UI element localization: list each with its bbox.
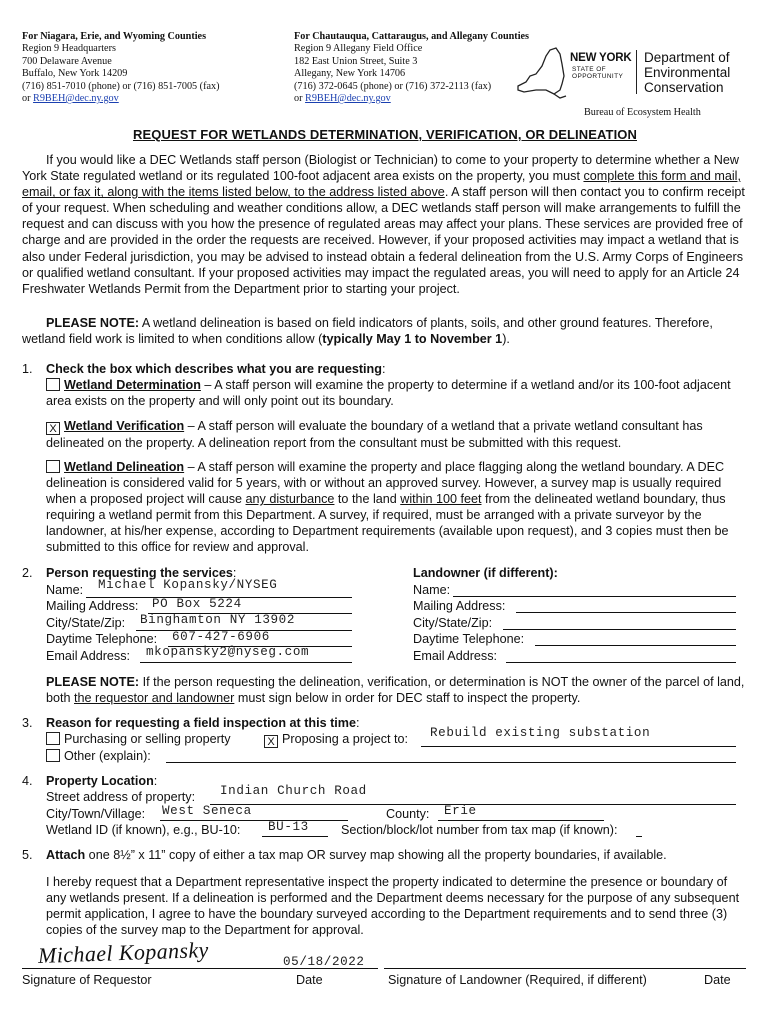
landowner-phone-label: Daytime Telephone: — [413, 632, 525, 646]
section-3-number: 3. — [22, 716, 33, 730]
header-left-title: For Niagara, Erie, and Wyoming Counties — [22, 31, 207, 42]
intro-text-a: If you would like a DEC Wetlands staff person (Biologist or Technician) to come to your property to determine whether a New York State regulated wetland or its regulated 100-foot adjacent area exists on the property, you must — [22, 153, 739, 184]
city-line — [160, 820, 348, 821]
dec-logo-line2: Environmental — [644, 65, 731, 80]
landowner-phone-field[interactable] — [535, 645, 736, 646]
attach-instruction — [46, 848, 667, 862]
form-title: REQUEST FOR WETLANDS DETERMINATION, VERIFICATION, OR DELINEATION — [132, 127, 637, 142]
section-4-heading — [46, 774, 157, 788]
requestor-phone-field[interactable]: 607-427-6906 — [172, 630, 270, 644]
landowner-name-label: Name: — [413, 583, 451, 597]
option-2-text: – A staff person will evaluate the boundary of a wetland that a private wetland consultant has delineated on the property. A delineation report from the consultant must be submitted with this request. — [46, 419, 703, 450]
section-5-number: 5. — [22, 848, 33, 862]
section-1-number: 1. — [22, 362, 33, 376]
checkbox-purchasing[interactable] — [46, 732, 60, 745]
landowner-email-field[interactable] — [506, 662, 736, 663]
checkbox-verification[interactable]: X — [46, 422, 60, 435]
requestor-signature-label: Signature of Requestor — [22, 973, 152, 987]
header-middle-phone: (716) 372-0645 (phone) or (716) 372-2113 (fax) — [294, 80, 492, 92]
header-left-address1: 700 Delaware Avenue — [22, 55, 112, 67]
logo-divider — [636, 50, 637, 94]
reason-project-field[interactable]: Rebuild existing substation — [430, 726, 651, 740]
checkbox-proposing[interactable]: X — [264, 735, 278, 748]
wetland-id-field[interactable]: BU-13 — [268, 820, 309, 834]
attach-bold: Attach — [46, 848, 86, 862]
requestor-email-field[interactable]: mkopansky2@nyseg.com — [146, 645, 310, 659]
header-middle-email-link[interactable]: R9BEH@dec.ny.gov — [305, 93, 391, 105]
ny-logo-line1: NEW YORK — [570, 52, 632, 64]
reason-purchasing — [46, 732, 231, 746]
option-wetland-delineation — [46, 459, 748, 556]
city-field[interactable]: West Seneca — [162, 804, 252, 818]
landowner-signature-label: Signature of Landowner (Required, if different) — [388, 973, 647, 987]
dec-logo-text — [644, 50, 730, 95]
reason-other-label: Other (explain): — [64, 749, 151, 763]
landowner-heading: Landowner (if different): — [413, 566, 558, 580]
requestor-mail-field[interactable]: PO Box 5224 — [152, 597, 242, 611]
intro-note-paragraph — [22, 315, 748, 347]
ny-logo-line2: STATE OF — [572, 66, 607, 73]
section-2-note-text-a: If the person requesting the delineation, verification, or determination is NOT the owner of the parcel of land, both — [46, 675, 745, 706]
reason-proposing-label: Proposing a project to: — [282, 732, 409, 746]
reason-purchasing-label: Purchasing or selling property — [64, 732, 231, 746]
wetland-id-label: Wetland ID (if known), e.g., BU-10: — [46, 823, 241, 837]
option-3-text-a: – A staff person will examine the property and place flagging along the wetland boundary. A DEC delineation is considered valid for 5 years, with or without an approved survey. However, a survey map is usually required when a proposed project will cause — [46, 460, 725, 507]
header-middle-email-prefix: or — [294, 93, 306, 105]
attach-text: one 8½” x 11” copy of either a tax map OR survey map showing all the property boundaries, if available. — [85, 848, 667, 862]
header-middle-address2: Allegany, New York 14706 — [294, 68, 406, 80]
header-left-email-link[interactable]: R9BEH@dec.ny.gov — [33, 93, 119, 105]
header-left-email-prefix: or — [22, 93, 34, 105]
header-left-contact — [22, 31, 282, 105]
option-1-text: – A staff person will examine the property to determine if a wetland and/or its 100-foot adjacent area exists on the property and will only point out its boundary. — [46, 378, 731, 409]
landowner-city-field[interactable] — [503, 629, 736, 630]
bureau-label: Bureau of Ecosystem Health — [584, 107, 701, 118]
intro-text-underlined: complete this form and mail, email, or fax it, along with the items listed below, to the address listed above — [22, 169, 741, 200]
section-2-note-underline: the requestor and landowner — [74, 691, 235, 706]
requestor-city-label: City/State/Zip: — [46, 616, 126, 630]
section-block-lot-field[interactable] — [636, 836, 642, 837]
county-line — [438, 820, 604, 821]
section-4-heading-text: Property Location — [46, 774, 154, 788]
requestor-date-label: Date — [296, 973, 323, 987]
intro-text-b: . A staff person will then contact you to confirm receipt of your request. When scheduling and weather conditions allow, a DEC wetlands staff person will make arrangements to fulfill the request and can discuss with you how the presence of regulated areas may affect your plans. These services are provided free of charge and are provided in the order the requests are received. However, if your proposed activities may impact a wetland that is also under Federal jurisdiction, you may be advised to instead obtain a federal delineation from the U.S. Army Corps of Engineers or qualified wetland consultant. If your proposed activities may impact the regulated areas, you will need to apply for an Article 24 Freshwater Wetlands Permit from the Department prior to starting your project. — [22, 185, 745, 296]
county-label: County: — [386, 807, 430, 821]
checkbox-other[interactable] — [46, 749, 60, 762]
checkbox-delineation[interactable] — [46, 460, 60, 473]
option-3-label: Wetland Delineation — [64, 460, 185, 474]
reason-other-field[interactable] — [166, 762, 736, 763]
option-3-text-c: from the delineated wetland boundary, thus requiring a wetland permit from this Department. A survey, if required, must be arranged with a private surveyor by the landowner, at his/her expense, according to Department requirements (available upon request), and 3 copies must then be submitted to this office for review and approval. — [46, 492, 729, 555]
intro-paragraph — [22, 152, 748, 297]
header-left-office: Region 9 Headquarters — [22, 43, 116, 55]
section-2-note-text-b: must sign below in order for DEC staff to inspect the property. — [234, 691, 581, 706]
requestor-email-line — [140, 662, 352, 663]
header-left-address2: Buffalo, New York 14209 — [22, 68, 128, 80]
request-statement: I hereby request that a Department representative inspect the property indicated to determine the presence or boundary of any wetlands present. If a delineation is performed and the Department deems necessary for the purpose of any subsequent permit application, I agree to have the boundary surveyed according to the Department requirements and to send three (3) copies of the survey map to the Department for approval. — [46, 875, 740, 938]
county-field[interactable]: Erie — [444, 804, 477, 818]
option-1-label: Wetland Determination — [64, 378, 201, 392]
section-2-heading-text: Person requesting the services — [46, 566, 233, 580]
reason-other — [46, 749, 151, 763]
landowner-mail-field[interactable] — [516, 612, 736, 613]
section-1-heading — [46, 362, 385, 376]
option-wetland-verification — [46, 418, 748, 451]
section-2-note — [46, 674, 748, 706]
section-2-colon: : — [232, 566, 237, 580]
section-3-colon: : — [356, 716, 360, 730]
intro-note-end: ). — [502, 332, 510, 347]
section-1-heading-text: Check the box which describes what you are requesting — [46, 362, 382, 376]
header-middle-address1: 182 East Union Street, Suite 3 — [294, 55, 418, 67]
landowner-email-label: Email Address: — [413, 649, 497, 663]
landowner-name-field[interactable] — [453, 596, 736, 597]
checkbox-determination[interactable] — [46, 378, 60, 391]
landowner-date-label: Date — [704, 973, 731, 987]
nys-dec-logo — [516, 46, 748, 106]
requestor-signature: Michael Kopansky — [37, 937, 210, 968]
dec-logo-line3: Conservation — [644, 80, 724, 95]
requestor-mail-label: Mailing Address: — [46, 599, 139, 613]
dec-logo-line1: Department of — [644, 50, 730, 65]
header-left-phone: (716) 851-7010 (phone) or (716) 851-7005 (fax) — [22, 80, 220, 92]
section-3-heading — [46, 716, 360, 730]
reason-proposing — [264, 732, 408, 748]
new-york-state-outline-icon — [516, 46, 568, 100]
option-2-label: Wetland Verification — [64, 419, 185, 433]
intro-note-bold: typically May 1 to November 1 — [322, 332, 503, 347]
landowner-city-label: City/State/Zip: — [413, 616, 493, 630]
intro-note-label: PLEASE NOTE: — [46, 316, 140, 330]
option-3-underline-1: any disturbance — [245, 492, 335, 507]
section-block-lot-label: Section/block/lot number from tax map (if known): — [341, 823, 618, 837]
city-label: City/Town/Village: — [46, 807, 146, 821]
header-middle-office: Region 9 Allegany Field Office — [294, 43, 423, 55]
wetland-id-line — [262, 836, 328, 837]
intro-note-text: A wetland delineation is based on field indicators of plants, soils, and other ground features. Therefore, wetland field work is limited to when conditions allow ( — [22, 316, 713, 347]
ny-logo-line3: OPPORTUNITY — [572, 73, 624, 80]
landowner-signature-line[interactable] — [384, 968, 746, 969]
section-4-number: 4. — [22, 774, 33, 788]
requestor-phone-label: Daytime Telephone: — [46, 632, 158, 646]
requestor-name-field[interactable]: Michael Kopansky/NYSEG — [98, 578, 278, 592]
section-2-number: 2. — [22, 566, 33, 580]
option-wetland-determination — [46, 377, 748, 409]
landowner-mail-label: Mailing Address: — [413, 599, 506, 613]
reason-project-line — [421, 746, 736, 747]
street-label: Street address of property: — [46, 790, 196, 804]
signature-date-field[interactable]: 05/18/2022 — [283, 955, 365, 969]
street-field[interactable]: Indian Church Road — [220, 784, 367, 798]
section-4-colon: : — [153, 774, 158, 788]
section-3-heading-text: Reason for requesting a field inspection at this time — [46, 716, 356, 730]
requestor-name-label: Name: — [46, 583, 84, 597]
requestor-email-label: Email Address: — [46, 649, 130, 663]
section-1-colon: : — [381, 362, 386, 376]
option-3-underline-2: within 100 feet — [400, 492, 482, 507]
header-middle-title: For Chautauqua, Cattaraugus, and Allegany Counties — [294, 31, 530, 42]
requestor-city-field[interactable]: Binghamton NY 13902 — [140, 613, 295, 627]
option-3-text-b: to the land — [334, 492, 401, 507]
section-2-note-label: PLEASE NOTE: — [46, 675, 140, 689]
